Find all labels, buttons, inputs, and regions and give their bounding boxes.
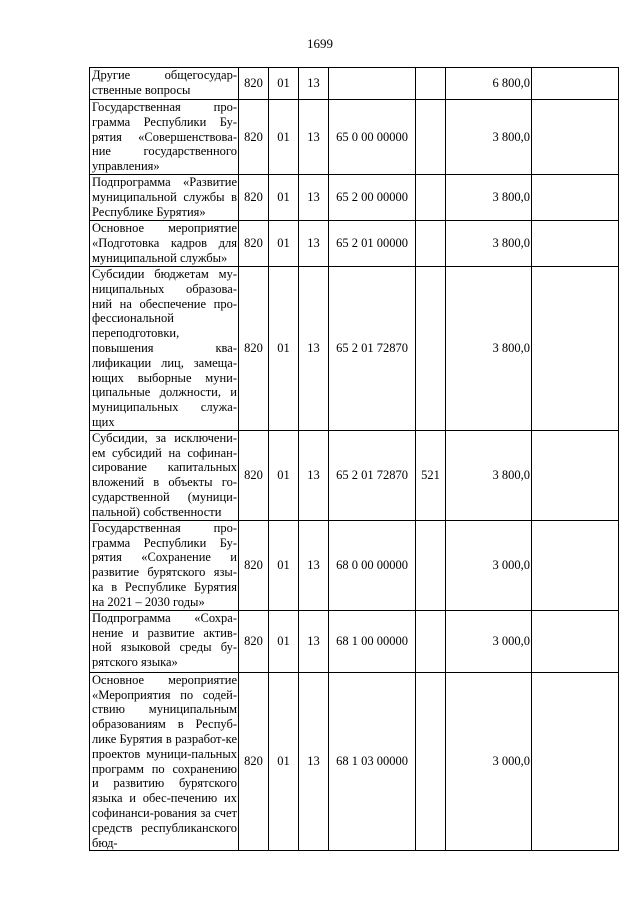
extra-amount <box>532 430 619 520</box>
target-article-code: 68 1 00 00000 <box>329 610 416 672</box>
row-name: Государственная про-грамма Республики Бу-рятия «Совершенствова-ние государственного управления» <box>90 100 239 175</box>
table-row <box>90 520 619 610</box>
row-name: Основное мероприятие «Подготовка кадров для муниципальной службы» <box>90 221 239 267</box>
section-code: 01 <box>269 267 299 431</box>
table-row <box>90 430 619 520</box>
extra-amount <box>532 68 619 100</box>
subsection-code: 13 <box>299 221 329 267</box>
row-name: Государственная про-грамма Республики Бу-рятия «Сохранение и развитие бурятского язы-ка в Республике Бурятия на 2021 – 2030 годы» <box>90 520 239 610</box>
section-code: 01 <box>269 610 299 672</box>
ved-code: 820 <box>239 100 269 175</box>
expense-type-code <box>416 672 446 851</box>
section-code: 01 <box>269 68 299 100</box>
extra-amount <box>532 221 619 267</box>
extra-amount <box>532 267 619 431</box>
subsection-code: 13 <box>299 68 329 100</box>
expense-type-code <box>416 267 446 431</box>
budget-table <box>89 67 619 851</box>
target-article-code <box>329 68 416 100</box>
section-code: 01 <box>269 100 299 175</box>
subsection-code: 13 <box>299 100 329 175</box>
row-name: Подпрограмма «Сохра-нение и развитие актив-ной языковой среды бу-рятского языка» <box>90 610 239 672</box>
table-row <box>90 610 619 672</box>
subsection-code: 13 <box>299 610 329 672</box>
amount: 3 000,0 <box>446 610 532 672</box>
section-code: 01 <box>269 672 299 851</box>
expense-type-code <box>416 68 446 100</box>
amount: 3 000,0 <box>446 520 532 610</box>
amount: 3 000,0 <box>446 672 532 851</box>
row-name: Субсидии, за исключени-ем субсидий на софинан-сирование капитальных вложений в объекты го-сударственной (муници-пальной) собственности <box>90 430 239 520</box>
ved-code: 820 <box>239 672 269 851</box>
amount: 3 800,0 <box>446 221 532 267</box>
target-article-code: 65 2 00 00000 <box>329 175 416 221</box>
amount: 3 800,0 <box>446 175 532 221</box>
table-row <box>90 267 619 431</box>
section-code: 01 <box>269 520 299 610</box>
section-code: 01 <box>269 175 299 221</box>
extra-amount <box>532 100 619 175</box>
extra-amount <box>532 610 619 672</box>
amount: 3 800,0 <box>446 100 532 175</box>
subsection-code: 13 <box>299 520 329 610</box>
expense-type-code <box>416 100 446 175</box>
row-name: Другие общегосудар-ственные вопросы <box>90 68 239 100</box>
amount: 3 800,0 <box>446 430 532 520</box>
page-number: 1699 <box>307 36 333 51</box>
subsection-code: 13 <box>299 175 329 221</box>
ved-code: 820 <box>239 610 269 672</box>
target-article-code: 65 0 00 00000 <box>329 100 416 175</box>
table-row <box>90 672 619 851</box>
table-row <box>90 68 619 100</box>
target-article-code: 65 2 01 00000 <box>329 221 416 267</box>
target-article-code: 68 0 00 00000 <box>329 520 416 610</box>
expense-type-code <box>416 610 446 672</box>
extra-amount <box>532 175 619 221</box>
table-row <box>90 221 619 267</box>
ved-code: 820 <box>239 267 269 431</box>
subsection-code: 13 <box>299 430 329 520</box>
extra-amount <box>532 672 619 851</box>
expense-type-code <box>416 175 446 221</box>
subsection-code: 13 <box>299 267 329 431</box>
expense-type-code <box>416 520 446 610</box>
row-name: Подпрограмма «Развитие муниципальной службы в Республике Бурятия» <box>90 175 239 221</box>
row-name: Субсидии бюджетам му-ниципальных образова-ний на обеспечение про-фессиональной переподготовки, повышения ква-лификации лиц, замеща-ющих выборные муни-ципальные должности, и муниципальных служа-щих <box>90 267 239 431</box>
row-name: Основное мероприятие «Мероприятия по содей-ствию муниципальным образованиям в Респуб-лике Бурятия в разработ-ке проектов муници-пальных программ по сохранению и развитию бурятского языка и обес-печению их софинанси-рования за счет средств республиканского бюд- <box>90 672 239 851</box>
ved-code: 820 <box>239 175 269 221</box>
extra-amount <box>532 520 619 610</box>
ved-code: 820 <box>239 68 269 100</box>
target-article-code: 65 2 01 72870 <box>329 430 416 520</box>
table-row <box>90 100 619 175</box>
section-code: 01 <box>269 221 299 267</box>
ved-code: 820 <box>239 430 269 520</box>
subsection-code: 13 <box>299 672 329 851</box>
section-code: 01 <box>269 430 299 520</box>
ved-code: 820 <box>239 520 269 610</box>
expense-type-code: 521 <box>416 430 446 520</box>
amount: 6 800,0 <box>446 68 532 100</box>
table-row <box>90 175 619 221</box>
amount: 3 800,0 <box>446 267 532 431</box>
target-article-code: 68 1 03 00000 <box>329 672 416 851</box>
target-article-code: 65 2 01 72870 <box>329 267 416 431</box>
ved-code: 820 <box>239 221 269 267</box>
expense-type-code <box>416 221 446 267</box>
